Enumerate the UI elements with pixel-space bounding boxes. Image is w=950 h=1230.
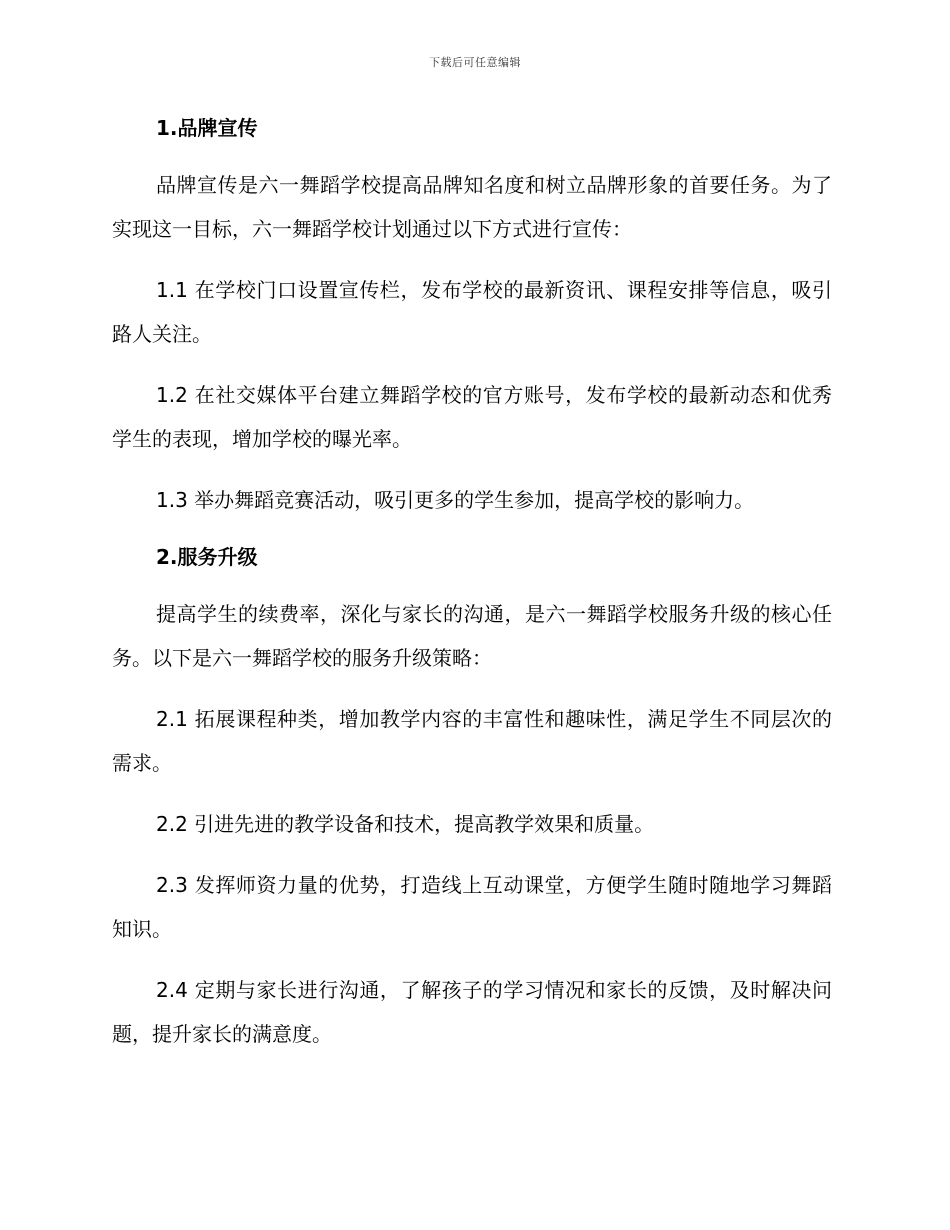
section-heading-brand: 1.品牌宣传: [156, 116, 258, 140]
header-note: 下载后可任意编辑: [429, 56, 521, 69]
paragraph-service-2-3: 2.3 发挥师资力量的优势，打造线上互动课堂，方便学生随时随地学习舞蹈知识。: [112, 873, 832, 941]
paragraph-brand-1-2: 1.2 在社交媒体平台建立舞蹈学校的官方账号，发布学校的最新动态和优秀学生的表现，增加学校的曝光率。: [112, 383, 832, 451]
paragraph-service-2-4: 2.4 定期与家长进行沟通，了解孩子的学习情况和家长的反馈，及时解决问题，提升家长的满意度。: [112, 978, 832, 1046]
document-body: [112, 110, 832, 1073]
paragraph-brand-1-3: 1.3 举办舞蹈竞赛活动，吸引更多的学生参加，提高学校的影响力。: [156, 488, 755, 512]
paragraph-brand-1-1: 1.1 在学校门口设置宣传栏，发布学校的最新资讯、课程安排等信息，吸引路人关注。: [112, 278, 832, 346]
paragraph-service-2-1: 2.1 拓展课程种类，增加教学内容的丰富性和趣味性，满足学生不同层次的需求。: [112, 707, 832, 775]
paragraph-service-2-2: 2.2 引进先进的教学设备和技术，提高教学效果和质量。: [156, 812, 655, 836]
section-heading-service: 2.服务升级: [156, 545, 258, 569]
paragraph-brand-intro: 品牌宣传是六一舞蹈学校提高品牌知名度和树立品牌形象的首要任务。为了实现这一目标，六一舞蹈学校计划通过以下方式进行宣传：: [112, 173, 832, 241]
paragraph-service-intro: 提高学生的续费率，深化与家长的沟通，是六一舞蹈学校服务升级的核心任务。以下是六一舞蹈学校的服务升级策略：: [112, 602, 832, 670]
